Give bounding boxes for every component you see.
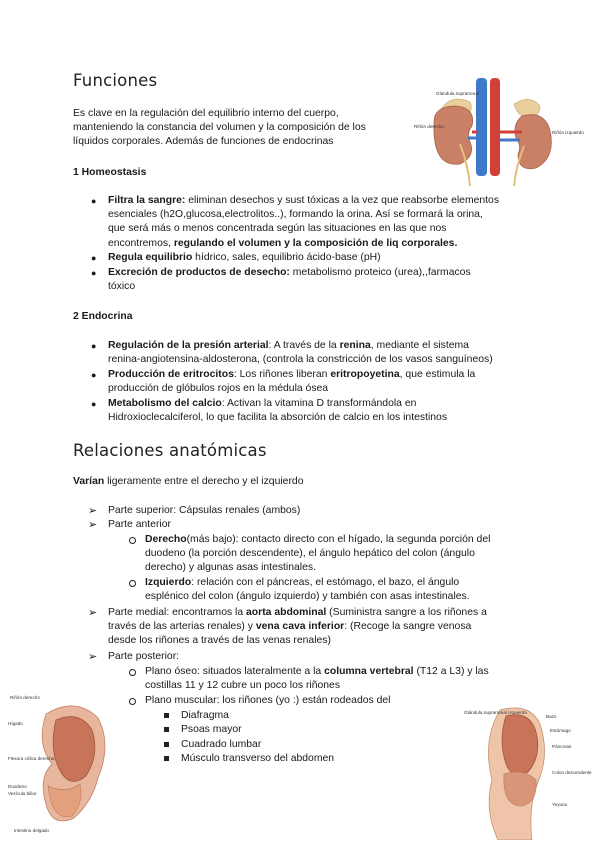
text: desde los riñones a través de las venas renales) bbox=[108, 635, 331, 647]
list-item-filtra bbox=[91, 194, 548, 251]
arrow-bullet-icon: ➢ bbox=[88, 651, 98, 663]
funciones-intro bbox=[73, 107, 403, 150]
muscle-item bbox=[181, 709, 421, 723]
intro-line: Es clave en la regulación del equilibrio interno del cuerpo, bbox=[73, 108, 339, 119]
bold-term: Varían bbox=[73, 476, 105, 487]
text: ligeramente entre el derecho y el izquierdo bbox=[104, 476, 304, 487]
list-item-calcio bbox=[91, 397, 548, 425]
figure-label: Hígado bbox=[8, 721, 23, 726]
figure-label: Páncreas bbox=[552, 744, 572, 749]
figure-label: Flexura cólica derecha bbox=[8, 756, 55, 761]
text: que será más o menos concentrada según las situaciones en las que nos bbox=[108, 223, 447, 235]
text: (T12 a L3) y las bbox=[413, 666, 489, 677]
figure-label: Intestino delgado bbox=[14, 828, 49, 833]
muscle-item bbox=[181, 738, 421, 752]
text: Parte superior: Cápsulas renales (ambos) bbox=[108, 505, 301, 516]
text: eliminan desechos y sust tóxicas a la vez que reabsorbe elementos bbox=[185, 195, 500, 206]
figure-label: Riñón derecho bbox=[414, 124, 444, 129]
text: través de las arterias renales) y bbox=[108, 621, 256, 633]
muscle-item bbox=[181, 723, 421, 737]
text: (más bajo): contacto directo con el hígado, la segunda porción del bbox=[186, 534, 491, 545]
intro-line: manteniendo la constancia del volumen y la composición de los bbox=[73, 122, 366, 134]
circle-bullet-icon bbox=[129, 537, 136, 544]
bullet-icon: ● bbox=[91, 399, 97, 409]
text: : Activan la vitamina D transformándola en bbox=[221, 398, 417, 409]
list-item-medial bbox=[88, 606, 538, 649]
text: Diafragma bbox=[181, 710, 229, 721]
text: (Suministra sangre a los riñones a bbox=[326, 607, 487, 618]
relaciones-intro bbox=[73, 475, 303, 489]
figure-label: Glándula suprarrenal izquierda bbox=[464, 710, 527, 715]
bold-term: renina bbox=[339, 340, 371, 351]
text: : relación con el páncreas, el estómago, el bazo, el ángulo bbox=[191, 577, 460, 588]
figure-label: Glándula suprarrenal bbox=[436, 91, 479, 96]
bold-term: columna vertebral bbox=[324, 666, 414, 677]
list-item-presion bbox=[91, 339, 548, 367]
list-item-muscular bbox=[145, 694, 445, 708]
text: Plano óseo: situados lateralmente a la bbox=[145, 666, 325, 677]
bullet-icon: ● bbox=[91, 341, 97, 351]
bold-term: eritropoyetina bbox=[330, 369, 400, 380]
text: Músculo transverso del abdomen bbox=[181, 753, 335, 764]
text: : (Recoge la sangre venosa bbox=[344, 621, 472, 633]
bold-term: Derecho bbox=[145, 534, 187, 545]
text: Hidroxioclecalciferol, lo que facilita la absorción de calcio en los intestinos bbox=[108, 412, 448, 424]
figure-label: Estómago bbox=[550, 728, 571, 733]
text: costillas 11 y 12 cubre un poco los riñones bbox=[145, 680, 341, 692]
bold-term: Producción de eritrocitos bbox=[108, 369, 234, 380]
right-kidney-relations-figure bbox=[8, 690, 118, 840]
text: Plano muscular: los riñones (yo :) están rodeados del bbox=[145, 695, 391, 706]
figure-label: Duodeno bbox=[8, 784, 27, 789]
section-title-relaciones: Relaciones anatómicas bbox=[73, 441, 267, 460]
circle-bullet-icon bbox=[129, 669, 136, 676]
text: metabolismo proteico (urea),,farmacos bbox=[289, 267, 471, 278]
text: tóxico bbox=[108, 281, 136, 293]
arrow-bullet-icon: ➢ bbox=[88, 519, 98, 531]
text: renina-angiotensina-aldosterona, (controla la constricción de los vasos sanguíneos) bbox=[108, 354, 493, 366]
arrow-bullet-icon: ➢ bbox=[88, 607, 98, 619]
arrow-bullet-icon: ➢ bbox=[88, 505, 98, 517]
text: duodeno (la porción descendente), el ángulo hepático del colon (ángulo bbox=[145, 548, 475, 560]
bold-term: regulando el volumen y la composición de liq corporales. bbox=[173, 237, 458, 249]
list-item-oseo bbox=[145, 665, 535, 693]
figure-label: Riñón derecho bbox=[10, 695, 40, 700]
square-bullet-icon bbox=[164, 713, 169, 718]
list-item-posterior bbox=[88, 650, 528, 664]
text: derecho) y algunas asas intestinales. bbox=[145, 562, 316, 574]
list-item-anterior bbox=[88, 518, 528, 532]
square-bullet-icon bbox=[164, 756, 169, 761]
bold-term: Metabolismo del calcio bbox=[108, 398, 222, 409]
bold-term: Izquierdo bbox=[145, 577, 192, 588]
bullet-icon: ● bbox=[91, 253, 97, 263]
text: : Los riñones liberan bbox=[233, 369, 331, 380]
section-title-funciones: Funciones bbox=[73, 71, 158, 90]
text: esplénico del colon (ángulo izquierdo) y también con asas intestinales. bbox=[145, 591, 470, 603]
text: esenciales (h2O,glucosa,electrolitos..), formando la orina. Así se formará la orina, bbox=[108, 209, 483, 221]
figure-label: Bazo bbox=[546, 714, 557, 719]
text: , mediante el sistema bbox=[370, 340, 469, 351]
bold-term: Regula equilibrio bbox=[108, 252, 193, 263]
right-kidney-illustration bbox=[8, 690, 118, 840]
text: Parte medial: encontramos la bbox=[108, 607, 247, 618]
circle-bullet-icon bbox=[129, 698, 136, 705]
bullet-icon: ● bbox=[91, 196, 97, 206]
text: hídrico, sales, equilibrio ácido-base (pH) bbox=[192, 252, 381, 263]
bold-term: vena cava inferior bbox=[255, 621, 345, 633]
intro-line: líquidos corporales. Además de funciones de endocrinas bbox=[73, 136, 334, 148]
text: Cuadrado lumbar bbox=[181, 739, 262, 750]
figure-label: Riñón izquierdo bbox=[552, 130, 584, 135]
homeostasis-heading: 1 Homeostasis bbox=[73, 167, 147, 178]
endocrina-heading: 2 Endocrina bbox=[73, 311, 133, 322]
text: Parte anterior bbox=[108, 519, 171, 530]
figure-label: Yeyuno bbox=[552, 802, 568, 807]
list-item-superior bbox=[88, 504, 528, 518]
list-item-izquierdo bbox=[145, 576, 535, 604]
bold-term: aorta abdominal bbox=[246, 607, 327, 618]
left-kidney-relations-figure bbox=[460, 700, 596, 840]
text: producción de glóbulos rojos en la médula ósea bbox=[108, 383, 329, 395]
muscle-item bbox=[181, 752, 421, 766]
figure-label: Colon descendente bbox=[552, 770, 592, 775]
bullet-icon: ● bbox=[91, 370, 97, 380]
square-bullet-icon bbox=[164, 727, 169, 732]
bold-term: Regulación de la presión arterial bbox=[108, 340, 269, 351]
list-item-derecho bbox=[145, 533, 535, 576]
text: : A través de la bbox=[268, 340, 340, 351]
bold-term: Excreción de productos de desecho: bbox=[108, 267, 290, 278]
text: Parte posterior: bbox=[108, 651, 180, 662]
bold-term: Filtra la sangre: bbox=[108, 195, 186, 206]
kidneys-figure bbox=[412, 78, 584, 186]
list-item-regula bbox=[91, 251, 548, 265]
figure-label: Vesícula biliar bbox=[8, 791, 37, 796]
text: , que estimula la bbox=[399, 369, 476, 380]
bullet-icon: ● bbox=[91, 268, 97, 278]
circle-bullet-icon bbox=[129, 580, 136, 587]
list-item-excrecion bbox=[91, 266, 548, 294]
list-item-eritrocitos bbox=[91, 368, 548, 396]
text: encontremos, bbox=[108, 237, 174, 249]
text: Psoas mayor bbox=[181, 724, 242, 735]
square-bullet-icon bbox=[164, 742, 169, 747]
